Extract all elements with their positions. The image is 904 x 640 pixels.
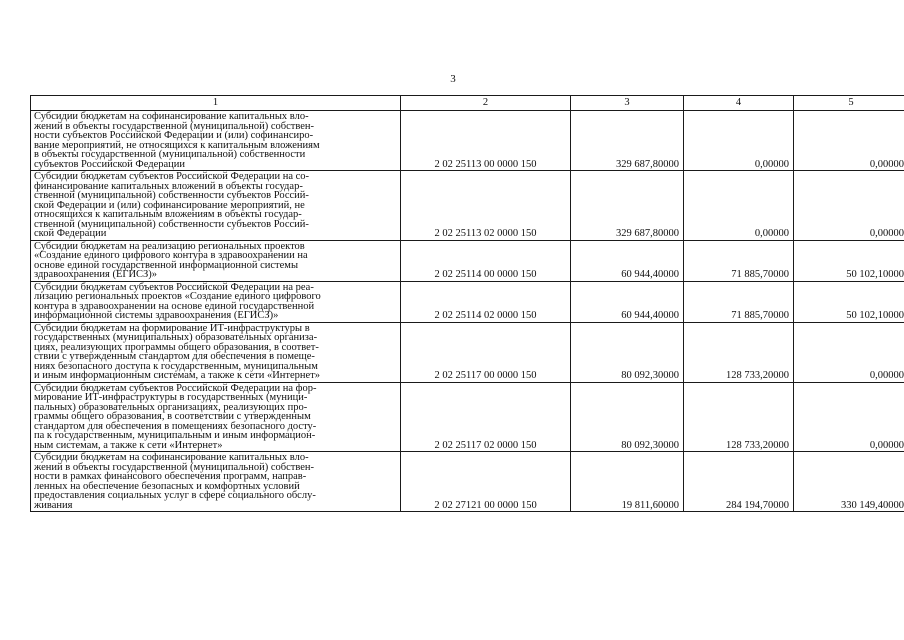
header-row — [31, 96, 904, 111]
row-description: Субсидии бюджетам субъектов Российской Федерации на со- финансирование капитальных вложений в объекты государ- ственной (муниципальной) собственности субъектов Россий- ской Федерации и (или) софинансирование мероприятий, не относящихся к капитальным вложениям в объекты государ- ственной (муниципальной) собственности субъектов Россий- ской Федерации — [31, 171, 401, 241]
row-budget-code: 2 02 25117 02 0000 150 — [401, 382, 571, 452]
row-value-col3: 329 687,80000 — [571, 171, 684, 241]
column-header-2: 2 — [401, 96, 571, 111]
row-description: Субсидии бюджетам на формирование ИТ-инфраструктуры в государственных (муниципальных) образовательных организа- циях, реализующих программы общего образования, в соответ- ствии с утвержденным стандартом для обеспечения в помеще- ниях безопасного доступа к государственным, муниципальным и иным информационным системам, а также к сети «Интернет» — [31, 322, 401, 382]
row-value-col5: 0,00000 — [794, 171, 904, 241]
table-row — [31, 382, 904, 452]
row-budget-code: 2 02 25113 02 0000 150 — [401, 171, 571, 241]
row-value-col3: 329 687,80000 — [571, 111, 684, 171]
row-value-col5: 0,00000 — [794, 111, 904, 171]
row-value-col5: 0,00000 — [794, 382, 904, 452]
table-row — [31, 281, 904, 322]
row-value-col5: 50 102,10000 — [794, 240, 904, 281]
table-row — [31, 111, 904, 171]
table-row — [31, 452, 904, 512]
row-description: Субсидии бюджетам на софинансирование капитальных вло- жений в объекты государственной (муниципальной) собствен- ности в рамках финансового обеспечения программ, направ- ленных на обеспечение безопасных и комфортных условий предоставления социальных услуг в сфере социального обслу- живания — [31, 452, 401, 512]
column-header-4: 4 — [684, 96, 794, 111]
row-budget-code: 2 02 25114 02 0000 150 — [401, 281, 571, 322]
row-value-col4: 71 885,70000 — [684, 281, 794, 322]
column-header-5: 5 — [794, 96, 904, 111]
table-row — [31, 171, 904, 241]
row-value-col3: 80 092,30000 — [571, 322, 684, 382]
row-value-col5: 50 102,10000 — [794, 281, 904, 322]
row-value-col5: 330 149,40000 — [794, 452, 904, 512]
budget-table — [30, 95, 904, 512]
row-value-col3: 60 944,40000 — [571, 240, 684, 281]
row-description: Субсидии бюджетам субъектов Российской Федерации на реа- лизацию региональных проектов «Создание единого цифрового контура в здравоохранении на основе единой государственной информационной системы здравоохранения (ЕГИСЗ)» — [31, 281, 401, 322]
row-value-col4: 128 733,20000 — [684, 382, 794, 452]
row-value-col5: 0,00000 — [794, 322, 904, 382]
row-value-col3: 60 944,40000 — [571, 281, 684, 322]
row-description: Субсидии бюджетам на софинансирование капитальных вло- жений в объекты государственной (муниципальной) собствен- ности субъектов Российской Федерации и (или) софинансиро- вание мероприятий, не относящихся к капитальным вложениям в объекты государственной (муниципальной) собственности субъектов Российской Федерации — [31, 111, 401, 171]
row-value-col4: 71 885,70000 — [684, 240, 794, 281]
table-row — [31, 240, 904, 281]
column-header-1: 1 — [31, 96, 401, 111]
table-row — [31, 322, 904, 382]
row-value-col3: 80 092,30000 — [571, 382, 684, 452]
row-value-col4: 128 733,20000 — [684, 322, 794, 382]
table-body — [31, 111, 904, 512]
row-description: Субсидии бюджетам на реализацию региональных проектов «Создание единого цифрового контура в здравоохранении на основе единой государственной информационной системы здравоохранения (ЕГИСЗ)» — [31, 240, 401, 281]
row-description: Субсидии бюджетам субъектов Российской Федерации на фор- мирование ИТ-инфраструктуры в государственных (муници- пальных) образовательных организациях, реализующих про- граммы общего образования, в соответствии с утвержденным стандартом для обеспечения в помещениях безопасного досту- па к государственным, муниципальным и иным информацион- ным системам, а также к сети «Интернет» — [31, 382, 401, 452]
row-budget-code: 2 02 25114 00 0000 150 — [401, 240, 571, 281]
row-value-col4: 0,00000 — [684, 111, 794, 171]
column-header-3: 3 — [571, 96, 684, 111]
row-budget-code: 2 02 25117 00 0000 150 — [401, 322, 571, 382]
row-budget-code: 2 02 27121 00 0000 150 — [401, 452, 571, 512]
row-value-col4: 284 194,70000 — [684, 452, 794, 512]
row-value-col4: 0,00000 — [684, 171, 794, 241]
row-budget-code: 2 02 25113 00 0000 150 — [401, 111, 571, 171]
row-value-col3: 19 811,60000 — [571, 452, 684, 512]
page-number: 3 — [450, 73, 456, 85]
